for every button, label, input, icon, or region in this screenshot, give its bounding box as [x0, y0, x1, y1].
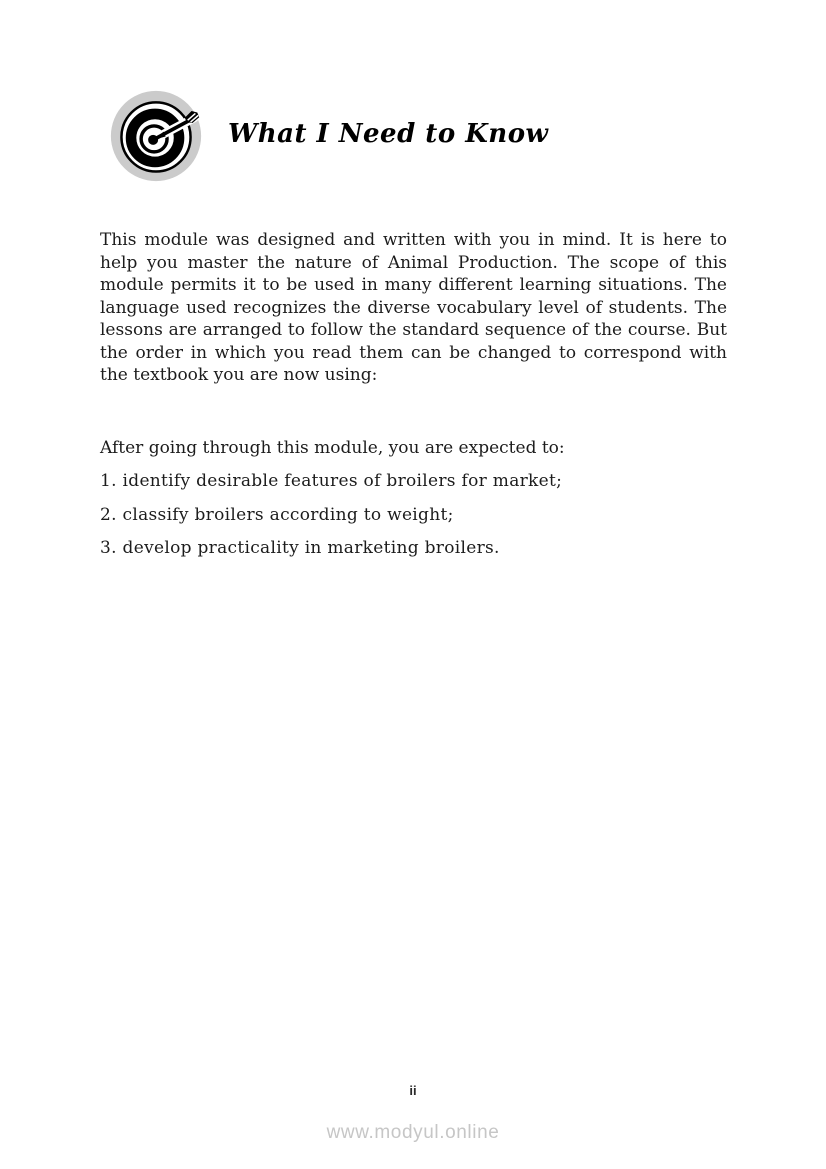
page-number: ii: [409, 1083, 417, 1098]
intro-paragraph: This module was designed and written with you in mind. It is here to help you master the nature of Animal Production. The scope of this module permits it to be used in many different learning situations. The language used recognizes the diverse vocabulary level of students. The lessons are arranged to follow the standard sequence of the course. But the order in which you read them can be changed to correspond with the textbook you are now using:: [100, 230, 727, 385]
objective-item-2: 2. classify broilers according to weight;: [100, 504, 454, 525]
page-content: [100, 229, 727, 560]
page-header: [108, 88, 548, 184]
objective-item-1: 1. identify desirable features of broilers for market;: [100, 471, 563, 491]
page-title: What I Need to Know: [228, 119, 549, 149]
target-icon: [108, 88, 204, 184]
watermark-text: www.modyul.online: [326, 1122, 500, 1143]
objectives-intro: After going through this module, you are expected to:: [100, 437, 565, 458]
objective-item-3: 3. develop practicality in marketing broilers.: [100, 538, 500, 558]
